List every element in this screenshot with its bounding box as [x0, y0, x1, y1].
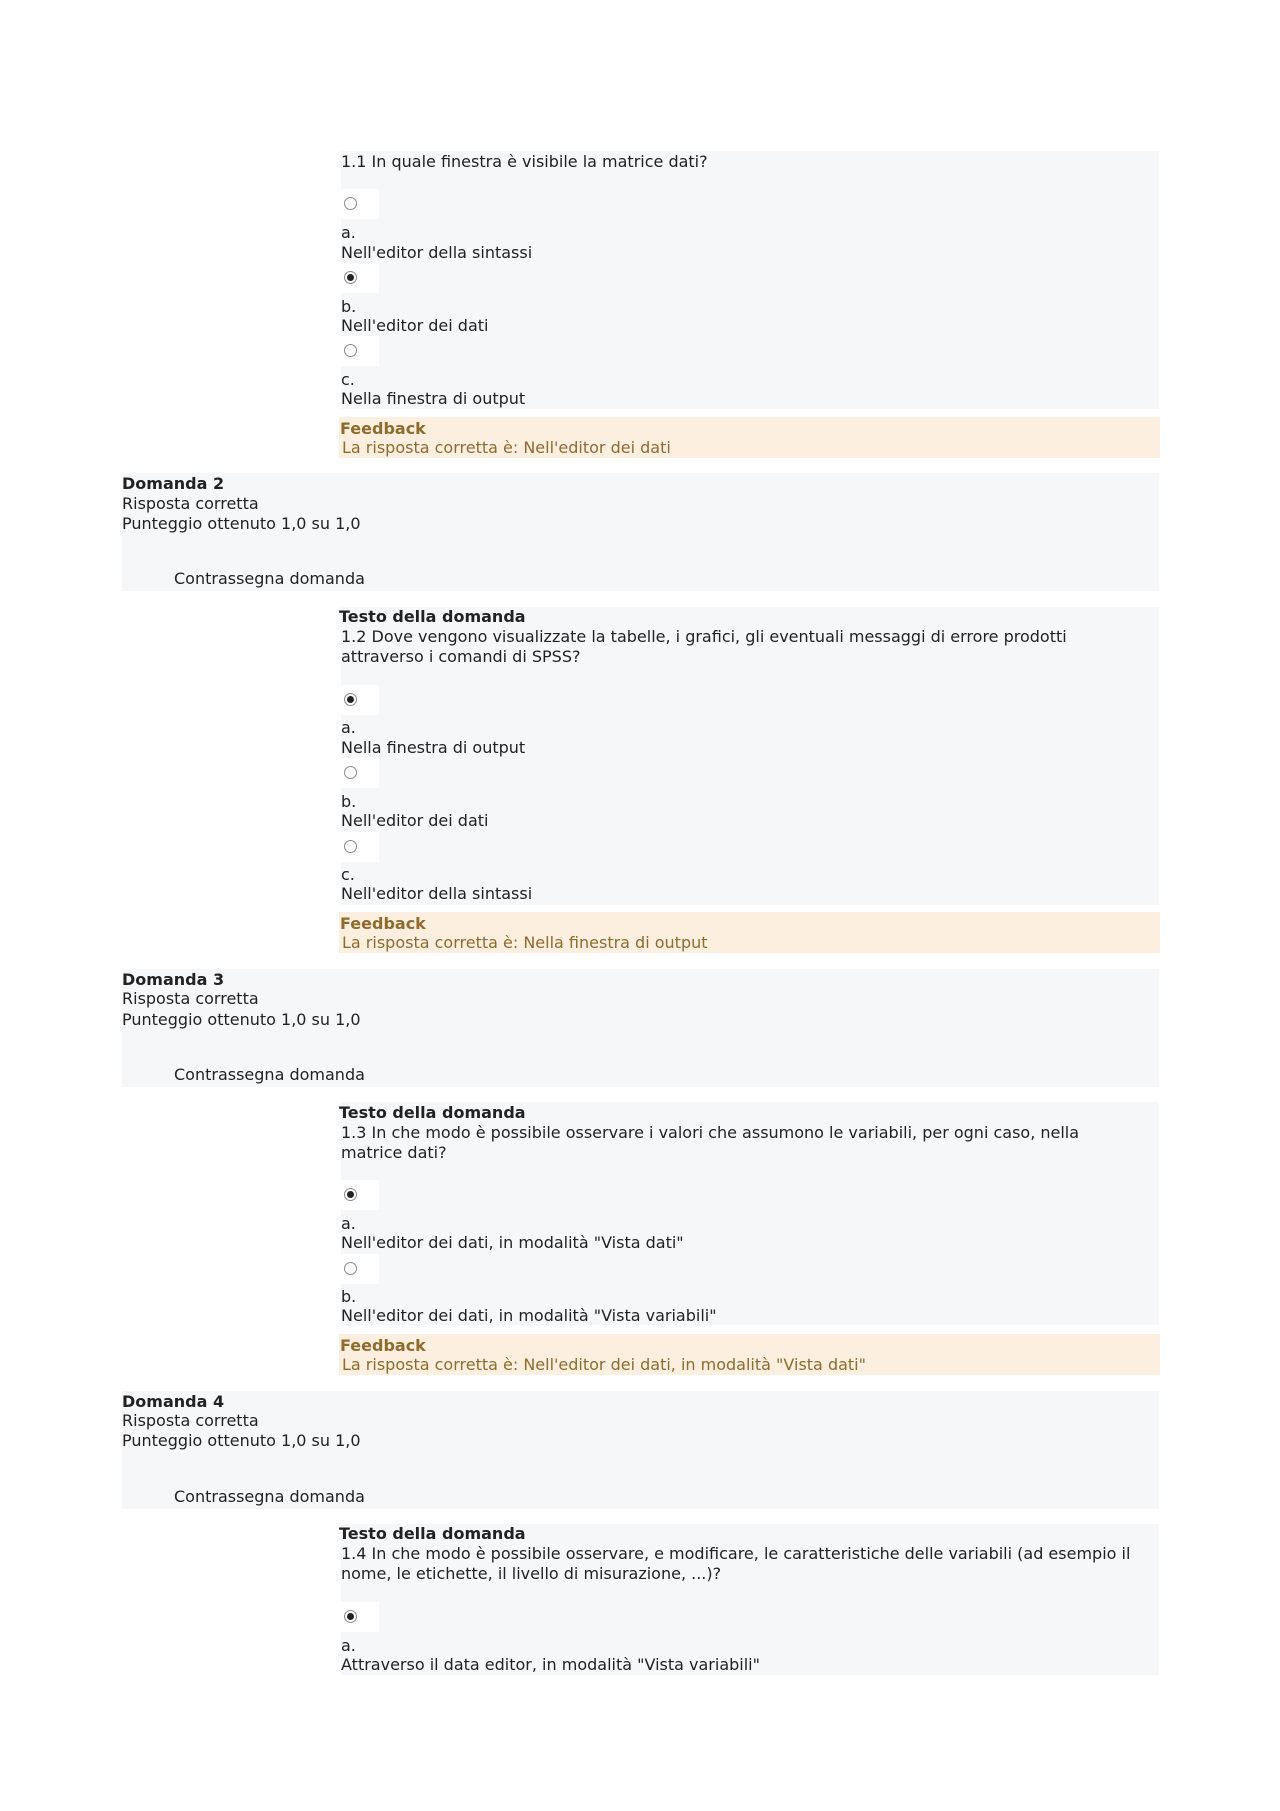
question-3-text-heading: Testo della domanda [339, 1103, 526, 1122]
question-1-option-c-label[interactable]: Nella finestra di output [341, 389, 526, 408]
radio-checked-icon [344, 1610, 357, 1623]
question-2-title: Domanda 2 [122, 474, 225, 493]
question-1-option-b-letter: b. [341, 297, 357, 316]
question-3-option-a-letter: a. [341, 1214, 356, 1233]
question-1-option-a-radio[interactable] [341, 189, 379, 219]
question-4-flag-button[interactable]: Contrassegna domanda [174, 1487, 365, 1506]
question-1-option-c-letter: c. [341, 370, 355, 389]
question-2-text-heading: Testo della domanda [339, 607, 526, 626]
question-2-option-b-label[interactable]: Nell'editor dei dati [341, 811, 489, 830]
question-4-status: Risposta corretta [122, 1411, 259, 1430]
question-4-score: Punteggio ottenuto 1,0 su 1,0 [122, 1431, 361, 1450]
radio-icon [344, 344, 357, 357]
radio-icon [344, 197, 357, 210]
question-3-text: 1.3 In che modo è possibile osservare i valori che assumono le variabili, per ogni caso, nella matrice dati? [341, 1123, 1080, 1162]
question-4-option-a-label[interactable]: Attraverso il data editor, in modalità "Vista variabili" [341, 1655, 760, 1674]
feedback-text: La risposta corretta è: Nell'editor dei dati [342, 438, 671, 457]
radio-icon [344, 766, 357, 779]
question-2-option-c-radio[interactable] [341, 832, 379, 862]
question-2-option-a-radio[interactable] [341, 685, 379, 715]
question-3-status: Risposta corretta [122, 989, 259, 1008]
question-4-text: 1.4 In che modo è possibile osservare, e modificare, le caratteristiche delle variabili (ad esempio il nome, le etichette, il livello di misurazione, ...)? [341, 1544, 1131, 1583]
question-1-option-c-radio[interactable] [341, 336, 379, 366]
question-2-flag-button[interactable]: Contrassegna domanda [174, 569, 365, 588]
radio-checked-icon [344, 693, 357, 706]
question-1-option-a-letter: a. [341, 223, 356, 242]
question-1-option-b-label[interactable]: Nell'editor dei dati [341, 316, 489, 335]
question-2-status: Risposta corretta [122, 494, 259, 513]
question-4-title: Domanda 4 [122, 1392, 225, 1411]
question-2-option-b-radio[interactable] [341, 758, 379, 788]
question-3-title: Domanda 3 [122, 970, 225, 989]
question-3-option-b-letter: b. [341, 1287, 357, 1306]
radio-icon [344, 1262, 357, 1275]
question-1-text: 1.1 In quale finestra è visibile la matrice dati? [341, 152, 708, 171]
radio-checked-icon [344, 271, 357, 284]
question-1-feedback [339, 417, 1160, 458]
question-3-option-b-label[interactable]: Nell'editor dei dati, in modalità "Vista variabili" [341, 1306, 717, 1325]
question-2-option-c-letter: c. [341, 865, 355, 884]
feedback-title: Feedback [340, 914, 426, 933]
question-4-option-a-radio[interactable] [341, 1602, 379, 1632]
question-2-text: 1.2 Dove vengono visualizzate la tabelle, i grafici, gli eventuali messaggi di errore prodotti attraverso i comandi di SPSS? [341, 627, 1067, 666]
radio-checked-icon [344, 1188, 357, 1201]
question-2-option-a-letter: a. [341, 718, 356, 737]
question-3-option-a-label[interactable]: Nell'editor dei dati, in modalità "Vista dati" [341, 1233, 684, 1252]
feedback-title: Feedback [340, 419, 426, 438]
question-2-option-a-label[interactable]: Nella finestra di output [341, 738, 526, 757]
feedback-text: La risposta corretta è: Nell'editor dei dati, in modalità "Vista dati" [342, 1355, 866, 1374]
question-3-flag-button[interactable]: Contrassegna domanda [174, 1065, 365, 1084]
question-2-option-b-letter: b. [341, 792, 357, 811]
question-1-option-b-radio[interactable] [341, 263, 379, 293]
feedback-title: Feedback [340, 1336, 426, 1355]
question-3-option-a-radio[interactable] [341, 1180, 379, 1210]
question-2-score: Punteggio ottenuto 1,0 su 1,0 [122, 514, 361, 533]
question-1-body [341, 151, 1159, 409]
question-1-option-a-label[interactable]: Nell'editor della sintassi [341, 243, 533, 262]
question-3-option-b-radio[interactable] [341, 1254, 379, 1284]
feedback-text: La risposta corretta è: Nella finestra di output [342, 933, 708, 952]
question-2-option-c-label[interactable]: Nell'editor della sintassi [341, 884, 533, 903]
question-2-feedback [339, 912, 1160, 953]
radio-icon [344, 840, 357, 853]
question-3-score: Punteggio ottenuto 1,0 su 1,0 [122, 1010, 361, 1029]
question-4-text-heading: Testo della domanda [339, 1524, 526, 1543]
question-4-option-a-letter: a. [341, 1636, 356, 1655]
question-3-feedback [339, 1334, 1160, 1375]
